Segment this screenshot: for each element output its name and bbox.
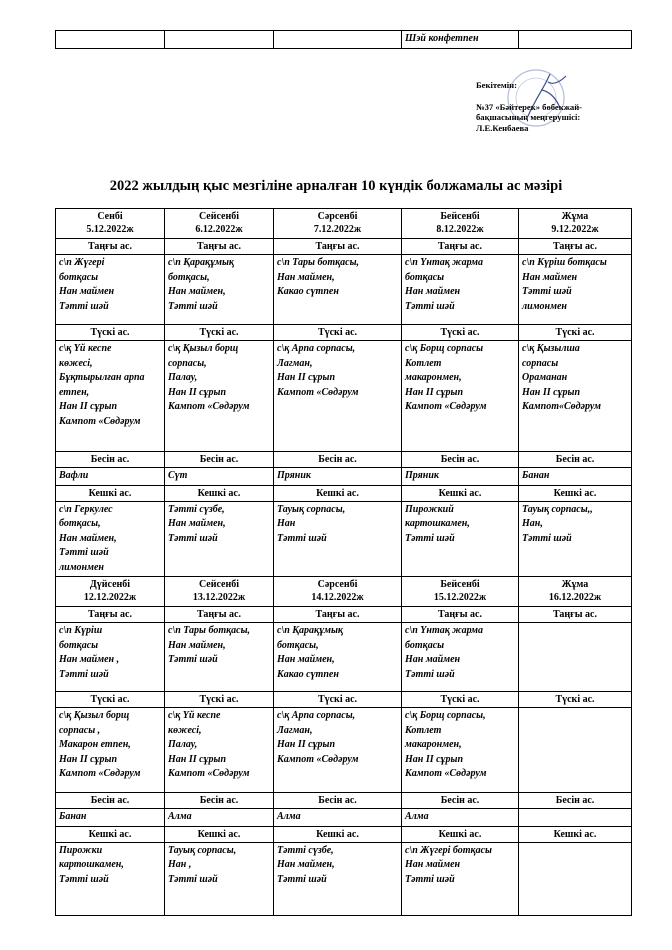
meal-label: Түскі ас.	[165, 325, 274, 341]
day-date: 14.12.2022ж	[311, 592, 364, 603]
dish-row	[56, 623, 632, 692]
day-name: Дүйсенбі	[89, 579, 131, 590]
dish-row	[56, 842, 632, 915]
dish-cell	[519, 623, 632, 692]
dish-row	[56, 468, 632, 486]
meal-label: Бесін ас.	[165, 452, 274, 468]
dish-cell: Сүт	[165, 468, 274, 486]
dish-row	[56, 809, 632, 827]
day-date: 16.12.2022ж	[548, 592, 602, 603]
dish-cell: Тәтті сүзбе, Нан маймен, Тәтті шәй	[165, 501, 274, 577]
meal-label-row	[56, 826, 632, 842]
approval-line: №37 «Бәйтерек» бөбекжай-	[476, 101, 583, 112]
day-header	[402, 577, 519, 607]
menu-table	[55, 208, 632, 916]
dish-cell: с\п Жүгері ботқасы Нан маймен Тәтті шәй	[402, 842, 519, 915]
table-cell	[274, 31, 402, 49]
table-cell	[165, 31, 274, 49]
dish-cell: Пряник	[274, 468, 402, 486]
dish-cell: с\п Тары ботқасы, Нан маймен, Тәтті шәй	[165, 623, 274, 692]
table-cell	[56, 31, 165, 49]
dish-cell: Алма	[274, 809, 402, 827]
meal-label-row	[56, 692, 632, 708]
meal-label: Таңғы ас.	[56, 607, 165, 623]
meal-label: Кешкі ас.	[402, 485, 519, 501]
meal-label: Таңғы ас.	[274, 607, 402, 623]
day-header	[519, 209, 632, 239]
day-date: 6.12.2022ж	[195, 224, 243, 235]
meal-label: Кешкі ас.	[56, 826, 165, 842]
dish-cell	[519, 708, 632, 793]
meal-label: Түскі ас.	[519, 325, 632, 341]
meal-label: Таңғы ас.	[56, 239, 165, 255]
day-name: Сәрсенбі	[317, 579, 358, 590]
meal-label: Кешкі ас.	[56, 485, 165, 501]
meal-label: Кешкі ас.	[519, 826, 632, 842]
meal-label: Кешкі ас.	[274, 826, 402, 842]
dish-cell: с\п Қарақұмық ботқасы, Нан маймен, Какао сүтпен	[274, 623, 402, 692]
dish-cell: с\п Күріш ботқасы Нан маймен Тәтті шәй лимонмен	[519, 255, 632, 325]
day-header-row	[56, 209, 632, 239]
dish-cell: с\қ Қызыл борщ сорпасы , Макарон етпен, Нан II сұрып Кампот «Сөдәрум	[56, 708, 165, 793]
dish-cell: с\қ Қызылша сорпасы Ораманан Нан II сұрып Кампот«Сөдәрум	[519, 341, 632, 452]
dish-cell: с\п Жүгері ботқасы Нан маймен Тәтті шәй	[56, 255, 165, 325]
dish-cell: Пирожкий картошкамен, Тәтті шәй	[402, 501, 519, 577]
dish-cell: Тәтті сүзбе, Нан маймен, Тәтті шәй	[274, 842, 402, 915]
meal-label: Таңғы ас.	[519, 607, 632, 623]
day-header	[402, 209, 519, 239]
meal-label: Бесін ас.	[519, 793, 632, 809]
day-header	[274, 577, 402, 607]
meal-label: Таңғы ас.	[274, 239, 402, 255]
dish-cell: с\п Күріш ботқасы Нан маймен , Тәтті шәй	[56, 623, 165, 692]
dish-cell	[519, 842, 632, 915]
day-name: Бейсенбі	[440, 211, 480, 222]
dish-cell: с\қ Үй кеспе көжесі, Палау, Нан II сұрып Кампот «Сөдәрум	[165, 708, 274, 793]
meal-label-row	[56, 325, 632, 341]
dish-row	[56, 501, 632, 577]
day-date: 8.12.2022ж	[436, 224, 484, 235]
meal-label: Таңғы ас.	[165, 239, 274, 255]
dish-cell: с\п Үнтақ жарма ботқасы Нан маймен Тәтті шәй	[402, 623, 519, 692]
dish-row	[56, 341, 632, 452]
meal-label: Кешкі ас.	[165, 485, 274, 501]
dish-row	[56, 255, 632, 325]
meal-label: Бесін ас.	[274, 793, 402, 809]
top-table-fragment	[55, 30, 632, 49]
dish-cell: Банан	[519, 468, 632, 486]
dish-cell: с\п Геркулес ботқасы, Нан маймен, Тәтті шәй лимонмен	[56, 501, 165, 577]
dish-cell: с\қ Үй кеспе көжесі, Бұқтырылған арпа етпен, Нан II сұрып Кампот «Сөдәрум	[56, 341, 165, 452]
day-date: 12.12.2022ж	[83, 592, 137, 603]
meal-label: Бесін ас.	[402, 793, 519, 809]
meal-label: Таңғы ас.	[165, 607, 274, 623]
dish-cell: с\қ Қызыл борщ сорпасы, Палау, Нан II сұрып Кампот «Сөдәрум	[165, 341, 274, 452]
meal-label-row	[56, 485, 632, 501]
meal-label: Түскі ас.	[402, 325, 519, 341]
approval-line: Л.Е.Кенбаева	[476, 122, 529, 133]
meal-label: Таңғы ас.	[402, 607, 519, 623]
meal-label: Түскі ас.	[274, 325, 402, 341]
meal-label: Кешкі ас.	[165, 826, 274, 842]
meal-label: Бесін ас.	[56, 452, 165, 468]
day-header	[274, 209, 402, 239]
dish-cell: Банан	[56, 809, 165, 827]
dish-cell: с\қ Борщ сорпасы Котлет макаронмен, Нан II сұрып Кампот «Сөдәрум	[402, 341, 519, 452]
day-header	[165, 577, 274, 607]
dish-cell: Алма	[165, 809, 274, 827]
meal-label-row	[56, 793, 632, 809]
day-header	[56, 577, 165, 607]
dish-cell: Тауық сорпасы, Нан Тәтті шәй	[274, 501, 402, 577]
meal-label-row	[56, 239, 632, 255]
meal-label: Таңғы ас.	[402, 239, 519, 255]
meal-label-row	[56, 607, 632, 623]
dish-cell: Вафли	[56, 468, 165, 486]
day-date: 7.12.2022ж	[313, 224, 362, 235]
page-title: 2022 жылдың қыс мезгіліне арналған 10 күндік болжамалы ас мәзірі	[109, 178, 563, 194]
dish-cell: с\п Тары ботқасы, Нан маймен, Какао сүтпен	[274, 255, 402, 325]
meal-label: Бесін ас.	[519, 452, 632, 468]
dish-cell: с\п Үнтақ жарма ботқасы Нан маймен Тәтті шәй	[402, 255, 519, 325]
approval-line: Бекітемін:	[476, 80, 517, 90]
table-cell: Шэй конфетпен	[402, 31, 519, 49]
dish-cell: Пряник	[402, 468, 519, 486]
day-date: 5.12.2022ж	[86, 224, 134, 235]
meal-label: Кешкі ас.	[519, 485, 632, 501]
meal-label: Таңғы ас.	[519, 239, 632, 255]
meal-label: Бесін ас.	[165, 793, 274, 809]
meal-label: Бесін ас.	[402, 452, 519, 468]
meal-label: Бесін ас.	[274, 452, 402, 468]
day-header-row	[56, 577, 632, 607]
day-header	[519, 577, 632, 607]
meal-label: Түскі ас.	[402, 692, 519, 708]
meal-label: Түскі ас.	[56, 325, 165, 341]
table-cell	[519, 31, 632, 49]
meal-label: Түскі ас.	[56, 692, 165, 708]
table-row	[56, 31, 632, 49]
day-name: Жұма	[561, 579, 589, 590]
meal-label: Түскі ас.	[519, 692, 632, 708]
meal-label: Түскі ас.	[165, 692, 274, 708]
dish-cell: Тауық сорпасы,, Нан, Тәтті шәй	[519, 501, 632, 577]
approval-line: бақшасының меңгерушісі:	[476, 112, 581, 122]
day-date: 15.12.2022ж	[433, 592, 487, 603]
day-name: Сейсенбі	[198, 579, 240, 590]
dish-row	[56, 708, 632, 793]
day-date: 13.12.2022ж	[192, 592, 246, 603]
dish-cell: с\қ Арпа сорпасы, Лагман, Нан II сұрып Кампот «Сөдәрум	[274, 341, 402, 452]
day-name: Бейсенбі	[440, 579, 480, 590]
meal-label: Кешкі ас.	[402, 826, 519, 842]
dish-cell: Пирожки картошкамен, Тәтті шәй	[56, 842, 165, 915]
day-name: Сәрсенбі	[317, 211, 358, 222]
day-name: Сейсенбі	[198, 211, 240, 222]
dish-cell: Тауық сорпасы, Нан , Тәтті шәй	[165, 842, 274, 915]
dish-cell	[519, 809, 632, 827]
meal-label: Бесін ас.	[56, 793, 165, 809]
meal-label-row	[56, 452, 632, 468]
day-date: 9.12.2022ж	[551, 224, 599, 235]
dish-cell: с\п Қарақұмық ботқасы, Нан маймен, Тәтті шәй	[165, 255, 274, 325]
day-name: Жұма	[561, 211, 589, 222]
day-name: Сенбі	[97, 211, 123, 222]
dish-cell: с\қ Борщ сорпасы, Котлет макаронмен, Нан II сұрып Кампот «Сөдәрум	[402, 708, 519, 793]
dish-cell: Алма	[402, 809, 519, 827]
day-header	[56, 209, 165, 239]
approval-stamp	[476, 80, 646, 133]
meal-label: Түскі ас.	[274, 692, 402, 708]
day-header	[165, 209, 274, 239]
meal-label: Кешкі ас.	[274, 485, 402, 501]
dish-cell: с\қ Арпа сорпасы, Лагман, Нан II сұрып Кампот «Сөдәрум	[274, 708, 402, 793]
